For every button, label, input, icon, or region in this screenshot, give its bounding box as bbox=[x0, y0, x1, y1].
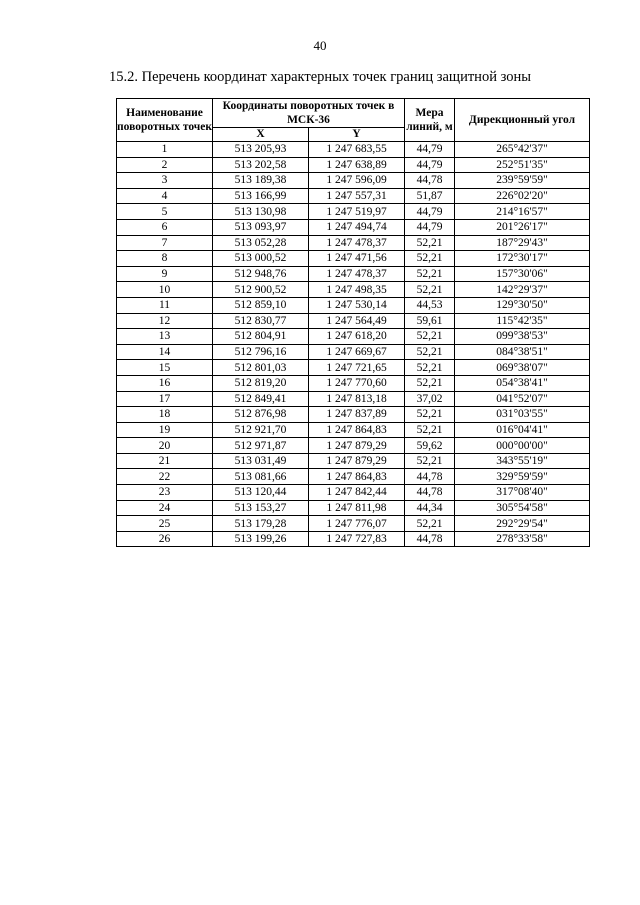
cell-x: 513 205,93 bbox=[213, 142, 309, 158]
cell-point: 6 bbox=[117, 219, 213, 235]
cell-direction: 157°30'06" bbox=[455, 266, 590, 282]
cell-direction: 317°08'40" bbox=[455, 485, 590, 501]
cell-x: 512 830,77 bbox=[213, 313, 309, 329]
cell-measure: 52,21 bbox=[405, 266, 455, 282]
cell-measure: 44,78 bbox=[405, 485, 455, 501]
header-direction: Дирекционный угол bbox=[455, 99, 590, 142]
table-row bbox=[117, 329, 590, 345]
table-row bbox=[117, 219, 590, 235]
table-row bbox=[117, 173, 590, 189]
cell-direction: 031°03'55" bbox=[455, 407, 590, 423]
table-row bbox=[117, 500, 590, 516]
cell-measure: 52,21 bbox=[405, 235, 455, 251]
cell-direction: 305°54'58" bbox=[455, 500, 590, 516]
cell-y: 1 247 837,89 bbox=[309, 407, 405, 423]
cell-y: 1 247 564,49 bbox=[309, 313, 405, 329]
table-body bbox=[117, 142, 590, 547]
cell-x: 513 031,49 bbox=[213, 453, 309, 469]
cell-direction: 099°38'53" bbox=[455, 329, 590, 345]
cell-y: 1 247 494,74 bbox=[309, 219, 405, 235]
cell-direction: 265°42'37" bbox=[455, 142, 590, 158]
cell-measure: 52,21 bbox=[405, 344, 455, 360]
table-row bbox=[117, 142, 590, 158]
cell-measure: 52,21 bbox=[405, 516, 455, 532]
cell-x: 513 189,38 bbox=[213, 173, 309, 189]
cell-measure: 44,53 bbox=[405, 297, 455, 313]
cell-point: 5 bbox=[117, 204, 213, 220]
table-row bbox=[117, 422, 590, 438]
cell-measure: 59,62 bbox=[405, 438, 455, 454]
cell-point: 16 bbox=[117, 375, 213, 391]
cell-direction: 054°38'41" bbox=[455, 375, 590, 391]
cell-y: 1 247 478,37 bbox=[309, 235, 405, 251]
cell-point: 19 bbox=[117, 422, 213, 438]
table-row bbox=[117, 438, 590, 454]
table-row bbox=[117, 251, 590, 267]
cell-measure: 52,21 bbox=[405, 422, 455, 438]
cell-point: 9 bbox=[117, 266, 213, 282]
header-measure: Мера линий, м bbox=[405, 99, 455, 142]
cell-x: 512 971,87 bbox=[213, 438, 309, 454]
cell-y: 1 247 519,97 bbox=[309, 204, 405, 220]
cell-point: 2 bbox=[117, 157, 213, 173]
cell-direction: 239°59'59" bbox=[455, 173, 590, 189]
section-heading: 15.2. Перечень координат характерных точек границ защитной зоны bbox=[109, 69, 531, 85]
cell-point: 14 bbox=[117, 344, 213, 360]
cell-y: 1 247 879,29 bbox=[309, 453, 405, 469]
coordinates-table bbox=[116, 98, 590, 547]
cell-direction: 252°51'35" bbox=[455, 157, 590, 173]
table-row bbox=[117, 235, 590, 251]
table-row bbox=[117, 313, 590, 329]
cell-y: 1 247 776,07 bbox=[309, 516, 405, 532]
cell-measure: 44,79 bbox=[405, 219, 455, 235]
cell-y: 1 247 638,89 bbox=[309, 157, 405, 173]
cell-point: 23 bbox=[117, 485, 213, 501]
table-row bbox=[117, 204, 590, 220]
cell-y: 1 247 879,29 bbox=[309, 438, 405, 454]
cell-point: 7 bbox=[117, 235, 213, 251]
cell-measure: 37,02 bbox=[405, 391, 455, 407]
cell-x: 512 796,16 bbox=[213, 344, 309, 360]
table-row bbox=[117, 453, 590, 469]
cell-y: 1 247 721,65 bbox=[309, 360, 405, 376]
cell-x: 512 948,76 bbox=[213, 266, 309, 282]
table-row bbox=[117, 282, 590, 298]
cell-direction: 000°00'00" bbox=[455, 438, 590, 454]
table-row bbox=[117, 297, 590, 313]
cell-direction: 041°52'07" bbox=[455, 391, 590, 407]
header-x: X bbox=[213, 128, 309, 142]
table-row bbox=[117, 344, 590, 360]
cell-x: 513 093,97 bbox=[213, 219, 309, 235]
cell-y: 1 247 813,18 bbox=[309, 391, 405, 407]
cell-y: 1 247 864,83 bbox=[309, 469, 405, 485]
cell-x: 512 804,91 bbox=[213, 329, 309, 345]
cell-y: 1 247 864,83 bbox=[309, 422, 405, 438]
cell-y: 1 247 478,37 bbox=[309, 266, 405, 282]
cell-y: 1 247 842,44 bbox=[309, 485, 405, 501]
cell-point: 26 bbox=[117, 531, 213, 547]
cell-y: 1 247 727,83 bbox=[309, 531, 405, 547]
cell-direction: 172°30'17" bbox=[455, 251, 590, 267]
cell-x: 513 202,58 bbox=[213, 157, 309, 173]
cell-measure: 52,21 bbox=[405, 375, 455, 391]
table-header bbox=[117, 99, 590, 142]
cell-point: 8 bbox=[117, 251, 213, 267]
cell-y: 1 247 530,14 bbox=[309, 297, 405, 313]
cell-measure: 44,79 bbox=[405, 142, 455, 158]
cell-measure: 44,78 bbox=[405, 531, 455, 547]
cell-point: 1 bbox=[117, 142, 213, 158]
table-row bbox=[117, 360, 590, 376]
cell-measure: 52,21 bbox=[405, 407, 455, 423]
cell-measure: 52,21 bbox=[405, 282, 455, 298]
cell-direction: 226°02'20" bbox=[455, 188, 590, 204]
cell-point: 17 bbox=[117, 391, 213, 407]
cell-x: 512 876,98 bbox=[213, 407, 309, 423]
cell-measure: 44,34 bbox=[405, 500, 455, 516]
cell-y: 1 247 811,98 bbox=[309, 500, 405, 516]
cell-x: 513 199,26 bbox=[213, 531, 309, 547]
cell-y: 1 247 557,31 bbox=[309, 188, 405, 204]
cell-point: 13 bbox=[117, 329, 213, 345]
cell-x: 513 166,99 bbox=[213, 188, 309, 204]
table-row bbox=[117, 157, 590, 173]
cell-direction: 187°29'43" bbox=[455, 235, 590, 251]
cell-point: 12 bbox=[117, 313, 213, 329]
cell-measure: 44,78 bbox=[405, 469, 455, 485]
header-point-name: Наименование поворотных точек bbox=[117, 99, 213, 142]
table-row bbox=[117, 469, 590, 485]
cell-point: 10 bbox=[117, 282, 213, 298]
cell-direction: 069°38'07" bbox=[455, 360, 590, 376]
cell-x: 512 900,52 bbox=[213, 282, 309, 298]
cell-x: 512 849,41 bbox=[213, 391, 309, 407]
cell-direction: 292°29'54" bbox=[455, 516, 590, 532]
cell-direction: 115°42'35" bbox=[455, 313, 590, 329]
cell-point: 25 bbox=[117, 516, 213, 532]
cell-measure: 44,78 bbox=[405, 173, 455, 189]
cell-y: 1 247 683,55 bbox=[309, 142, 405, 158]
cell-measure: 44,79 bbox=[405, 157, 455, 173]
cell-direction: 214°16'57" bbox=[455, 204, 590, 220]
cell-y: 1 247 618,20 bbox=[309, 329, 405, 345]
cell-x: 513 052,28 bbox=[213, 235, 309, 251]
cell-x: 513 000,52 bbox=[213, 251, 309, 267]
cell-x: 513 153,27 bbox=[213, 500, 309, 516]
cell-measure: 52,21 bbox=[405, 329, 455, 345]
cell-x: 512 801,03 bbox=[213, 360, 309, 376]
cell-x: 512 859,10 bbox=[213, 297, 309, 313]
cell-direction: 343°55'19" bbox=[455, 453, 590, 469]
cell-direction: 142°29'37" bbox=[455, 282, 590, 298]
cell-x: 512 819,20 bbox=[213, 375, 309, 391]
header-y: Y bbox=[309, 128, 405, 142]
table-row bbox=[117, 375, 590, 391]
cell-point: 11 bbox=[117, 297, 213, 313]
table-row bbox=[117, 531, 590, 547]
cell-direction: 129°30'50" bbox=[455, 297, 590, 313]
cell-point: 18 bbox=[117, 407, 213, 423]
cell-direction: 084°38'51" bbox=[455, 344, 590, 360]
cell-point: 3 bbox=[117, 173, 213, 189]
cell-x: 513 130,98 bbox=[213, 204, 309, 220]
table-row bbox=[117, 391, 590, 407]
cell-y: 1 247 596,09 bbox=[309, 173, 405, 189]
cell-y: 1 247 770,60 bbox=[309, 375, 405, 391]
cell-y: 1 247 498,35 bbox=[309, 282, 405, 298]
cell-direction: 278°33'58" bbox=[455, 531, 590, 547]
cell-point: 22 bbox=[117, 469, 213, 485]
cell-x: 513 081,66 bbox=[213, 469, 309, 485]
cell-x: 513 179,28 bbox=[213, 516, 309, 532]
cell-direction: 016°04'41" bbox=[455, 422, 590, 438]
table-row bbox=[117, 188, 590, 204]
cell-measure: 51,87 bbox=[405, 188, 455, 204]
header-coordinates: Координаты поворотных точек в МСК-36 bbox=[213, 99, 405, 128]
cell-direction: 201°26'17" bbox=[455, 219, 590, 235]
cell-measure: 52,21 bbox=[405, 360, 455, 376]
cell-point: 21 bbox=[117, 453, 213, 469]
table-row bbox=[117, 407, 590, 423]
cell-measure: 59,61 bbox=[405, 313, 455, 329]
cell-measure: 52,21 bbox=[405, 453, 455, 469]
cell-y: 1 247 669,67 bbox=[309, 344, 405, 360]
cell-y: 1 247 471,56 bbox=[309, 251, 405, 267]
cell-measure: 44,79 bbox=[405, 204, 455, 220]
cell-point: 4 bbox=[117, 188, 213, 204]
cell-measure: 52,21 bbox=[405, 251, 455, 267]
cell-point: 20 bbox=[117, 438, 213, 454]
table-row bbox=[117, 485, 590, 501]
cell-direction: 329°59'59" bbox=[455, 469, 590, 485]
cell-x: 513 120,44 bbox=[213, 485, 309, 501]
table-row bbox=[117, 516, 590, 532]
table-row bbox=[117, 266, 590, 282]
cell-x: 512 921,70 bbox=[213, 422, 309, 438]
page-number: 40 bbox=[313, 38, 327, 53]
cell-point: 24 bbox=[117, 500, 213, 516]
cell-point: 15 bbox=[117, 360, 213, 376]
